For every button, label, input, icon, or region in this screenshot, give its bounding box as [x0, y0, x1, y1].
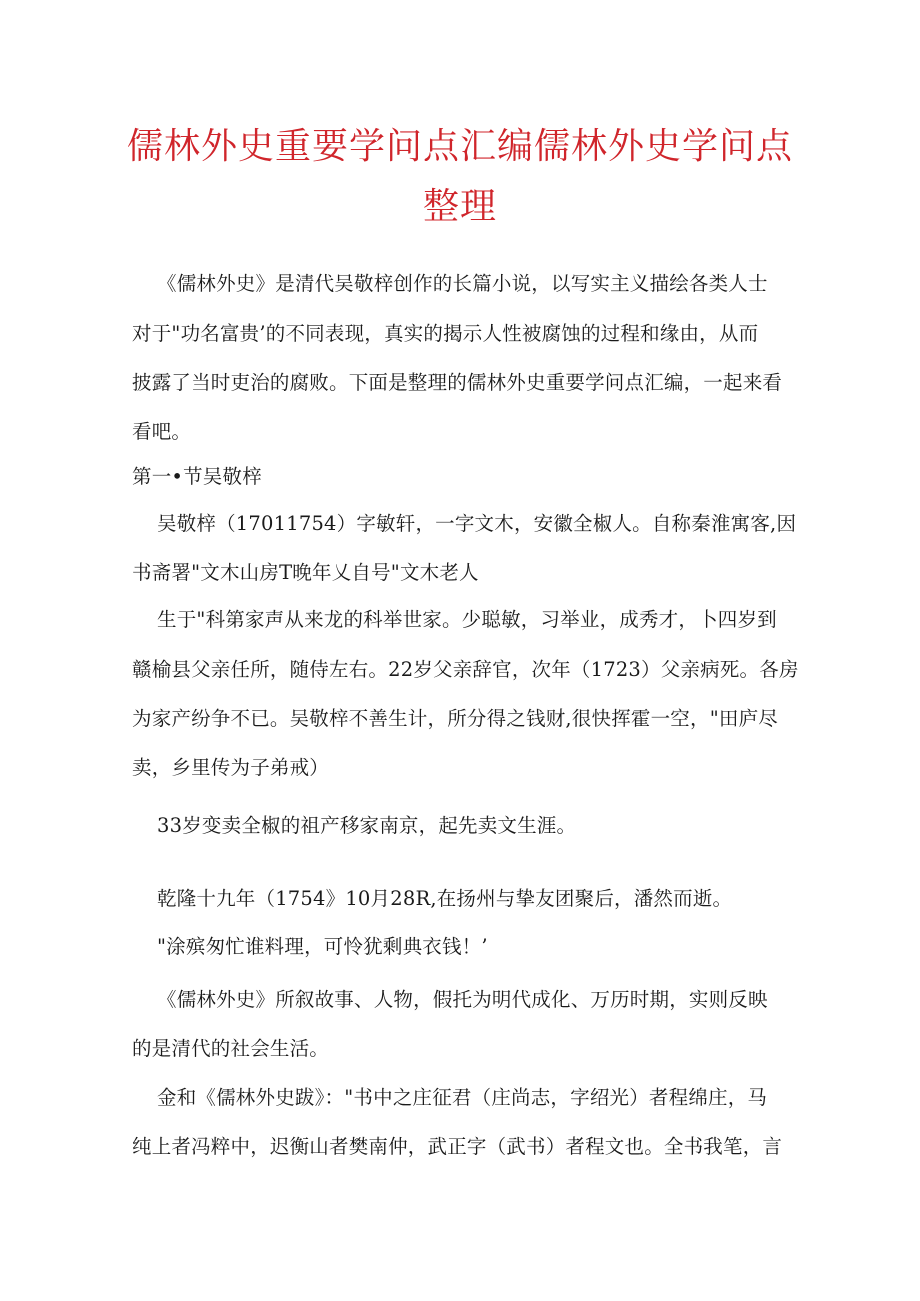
intro-line-2: 对于"功名富贵’的不同表现，真实的揭示人性被腐蚀的过程和缘由，从而: [132, 322, 759, 345]
section-heading: 第一•节吴敬梓: [132, 465, 262, 488]
life-line-2: 赣榆县父亲任所，随侍左右。22岁父亲辞官，次年（1723）父亲病死。各房: [132, 658, 799, 681]
intro-line-3: 披露了当时吏治的腐败。下面是整理的儒林外史重要学问点汇编，一起来看: [132, 371, 783, 394]
document-title-line-2: 整理: [422, 186, 497, 227]
jinhe-line-2: 纯上者冯粹中，迟衡山者樊南仲，武正字（武书）者程文也。全书我笔，言: [132, 1135, 783, 1158]
poem-line: "涂殡匆忙谁料理，可怜犹剩典衣钱！’: [157, 935, 488, 958]
novel-line-2: 的是清代的社会生活。: [132, 1037, 330, 1060]
death-line: 乾隆十九年（1754》10月28R,在扬州与挚友团聚后，潘然而逝。: [157, 887, 733, 910]
intro-line-1: 《儒林外史》是清代吴敬梓创作的长篇小说，以写实主义描绘各类人士: [157, 272, 768, 295]
bio-line-1: 吴敬梓（17011754）字敏轩，一字文木，安徽全椒人。自称秦淮寓客,因: [157, 512, 797, 535]
nanjing-line: 33岁变卖全椒的祖产移家南京，起先卖文生涯。: [157, 814, 577, 837]
document-title-line-1: 儒林外史重要学问点汇编儒林外史学问点: [126, 126, 793, 167]
bio-line-2: 书斋署"文木山房T晚年乂自号"文木老人: [132, 561, 479, 584]
life-line-3: 为家产纷争不已。吴敬梓不善生计，所分得之钱财,很快挥霍一空，"田庐尽: [132, 707, 778, 730]
intro-line-4: 看吧。: [132, 420, 192, 443]
life-line-4: 卖，乡里传为子弟戒）: [132, 756, 330, 779]
novel-line-1: 《儒林外史》所叙故事、人物，假托为明代成化、万历时期，实则反映: [157, 988, 768, 1011]
jinhe-line-1: 金和《儒林外史跋》："书中之庄征君（庄尚志，字绍光）者程绵庄，马: [157, 1086, 768, 1109]
life-line-1: 生于"科第家声从来龙的科举世家。少聪敏，习举业，成秀才，卜四岁到: [157, 608, 777, 631]
